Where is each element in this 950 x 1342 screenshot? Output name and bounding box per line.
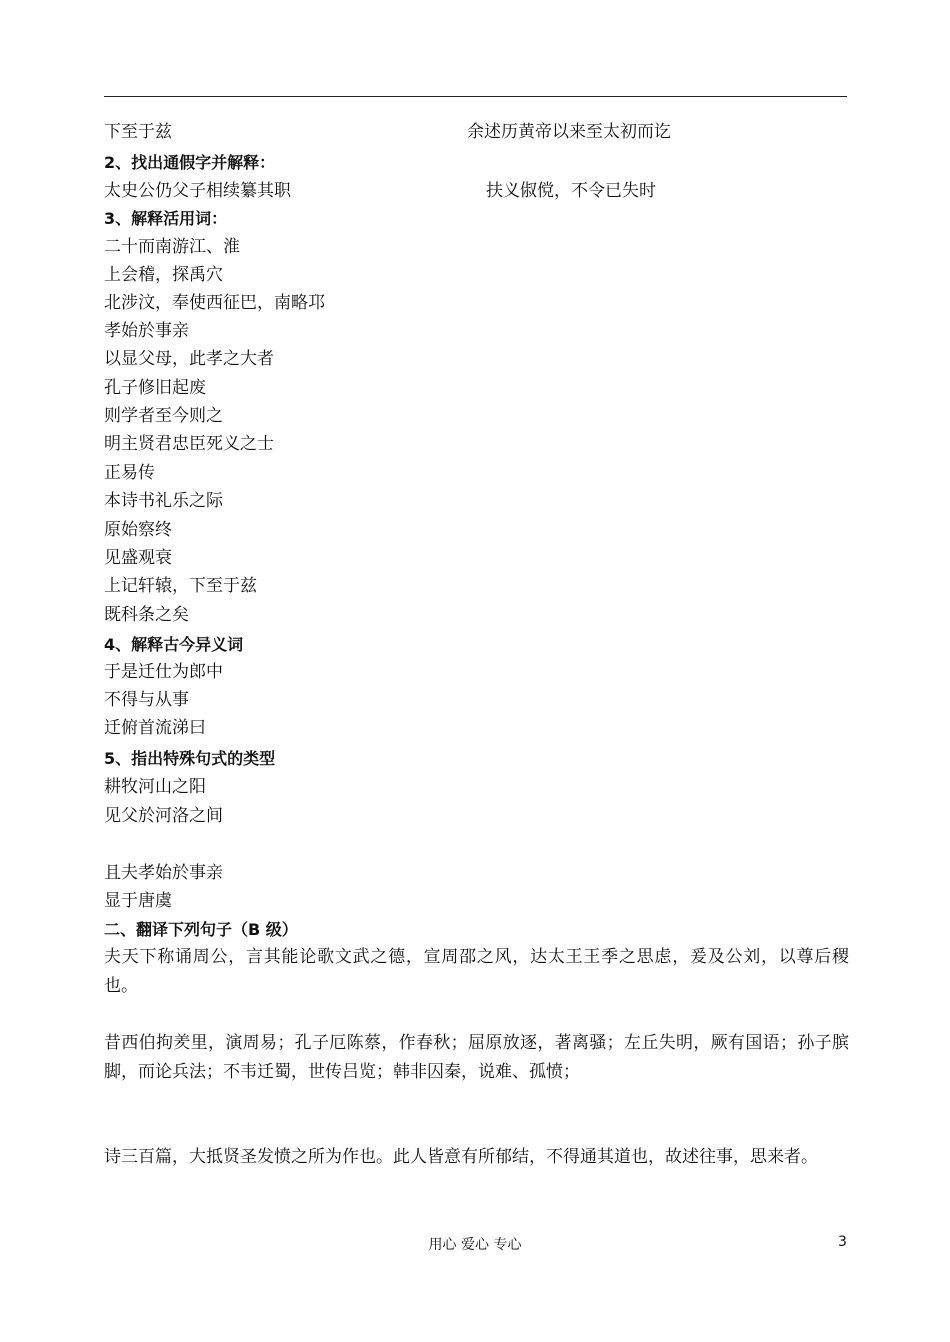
translate-paragraph: 昔西伯拘羑里，演周易；孔子厄陈蔡，作春秋；屈原放逐，著离骚；左丘失明，厥有国语；孙子膑脚，而论兵法；不韦迁蜀，世传吕览；韩非囚秦，说难、孤愤； — [104, 1033, 849, 1082]
section-3-item: 以显父母，此孝之大者 — [104, 349, 274, 369]
translate-heading: 二、翻译下列句子（B 级） — [104, 920, 298, 939]
section-3-item: 本诗书礼乐之际 — [104, 491, 223, 511]
section-3-item: 明主贤君忠臣死义之士 — [104, 434, 274, 454]
section-3-item: 上会稽，探禹穴 — [104, 265, 223, 285]
section-3-item: 见盛观衰 — [104, 548, 172, 568]
section-3-item: 北涉汶，奉使西征巴，南略邛 — [104, 293, 325, 313]
header-rule — [104, 96, 847, 97]
section-2-left-text: 太史公仍父子相续纂其职 — [104, 181, 291, 201]
intro-left-text: 下至于兹 — [104, 122, 172, 142]
section-4-heading: 4、解释古今异义词 — [104, 635, 244, 654]
section-5-item: 耕牧河山之阳 — [104, 777, 206, 797]
section-3-item: 则学者至今则之 — [104, 406, 223, 426]
translate-paragraph: 诗三百篇，大抵贤圣发愤之所为作也。此人皆意有所郁结，不得通其道也，故述往事，思来者。 — [104, 1147, 818, 1167]
page-number: 3 — [838, 1234, 847, 1250]
section-3-item: 上记轩辕，下至于兹 — [104, 576, 257, 596]
intro-right-text: 余述历黄帝以来至太初而讫 — [467, 122, 671, 142]
footer-text: 用心 爱心 专心 — [428, 1237, 522, 1253]
section-4-item: 不得与从事 — [104, 690, 189, 710]
section-2-right-text: 扶义俶傥，不令已失时 — [486, 181, 656, 201]
section-2-heading: 2、找出通假字并解释： — [104, 153, 276, 172]
section-5-item: 显于唐虞 — [104, 891, 172, 911]
section-3-item: 原始察终 — [104, 520, 172, 540]
section-5-heading: 5、指出特殊句式的类型 — [104, 749, 276, 768]
section-3-item: 孔子修旧起废 — [104, 378, 206, 398]
section-3-item: 既科条之矣 — [104, 605, 189, 625]
section-4-item: 迁俯首流涕曰 — [104, 718, 206, 738]
section-3-item: 二十而南游江、淮 — [104, 237, 240, 257]
section-3-heading: 3、解释活用词： — [104, 209, 228, 228]
section-3-item: 孝始於事亲 — [104, 321, 189, 341]
section-4-item: 于是迁仕为郎中 — [104, 662, 223, 682]
section-5-item: 且夫孝始於事亲 — [104, 863, 223, 883]
section-5-item: 见父於河洛之间 — [104, 806, 223, 826]
section-3-item: 正易传 — [104, 463, 155, 483]
translate-paragraph: 夫天下称诵周公，言其能论歌文武之德，宣周邵之风，达太王王季之思虑，爰及公刘，以尊后稷也。 — [104, 947, 849, 996]
